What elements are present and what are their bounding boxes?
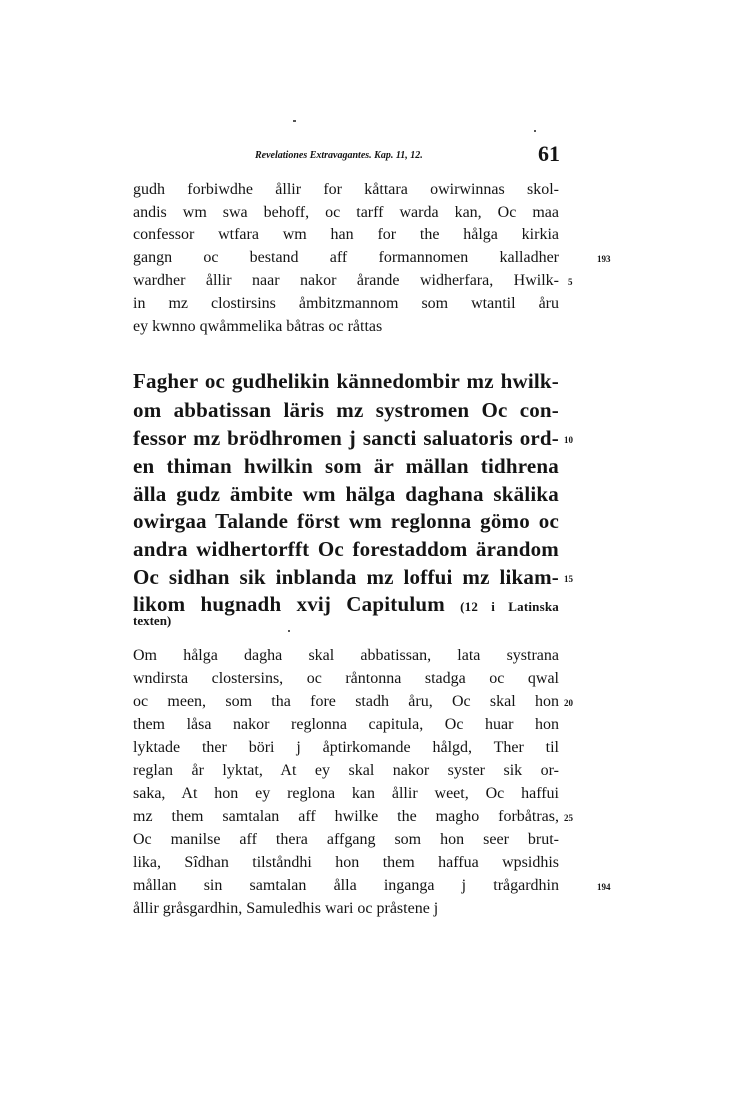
page-number: 61	[538, 141, 560, 166]
text-line: en thiman hwilkin som är mällan tidhrena	[133, 454, 559, 478]
text-line: gangn oc bestand aff formannomen kalladher	[133, 249, 559, 266]
margin-line-number: 25	[564, 813, 573, 823]
text-line: wardher ållir naar nakor årande widherfara, Hwilk-	[133, 272, 559, 289]
margin-line-number: 15	[564, 574, 573, 584]
text-line: confessor wtfara wm han for the hålga kirkia	[133, 226, 559, 243]
text-line: in mz clostirsins åmbitzmannom som wtantil åru	[133, 295, 559, 312]
top-dot-mark	[293, 120, 296, 122]
text-line: reglan år lyktat, At ey skal nakor syster sik or-	[133, 762, 559, 779]
text-line: lyktade ther böri j åptirkomande hålgd, Ther til	[133, 739, 559, 756]
margin-line-number: 10	[564, 435, 573, 445]
text-line: ållir gråsgardhin, Samuledhis wari oc pråstene j	[133, 900, 439, 917]
text-line: them låsa nakor reglonna capitula, Oc huar hon	[133, 716, 559, 733]
text-line: ey kwnno qwåmmelika båtras oc råttas	[133, 318, 383, 335]
text-line: owirgaa Talande först wm reglonna gömo oc	[133, 509, 559, 533]
running-head: Revelationes Extravagantes. Kap. 11, 12.	[255, 150, 423, 161]
text-line: Fagher oc gudhelikin kännedombir mz hwilk-	[133, 369, 559, 393]
text-line: wndirsta clostersins, oc råntonna stadga oc qwal	[133, 670, 559, 687]
text-line: Oc sidhan sik inblanda mz loffui mz likam-	[133, 565, 559, 589]
text-line: om abbatissan läris mz systromen Oc con-	[133, 398, 559, 422]
chapter-heading-line	[133, 594, 559, 615]
text-line: oc meen, som tha fore stadh åru, Oc skal hon	[133, 693, 559, 710]
margin-ref-193: 193	[597, 254, 611, 264]
text-line: Oc manilse aff thera affgang som hon seer brut-	[133, 831, 559, 848]
text-line: gudh forbiwdhe ållir for kåttara owirwinnas skol-	[133, 181, 559, 198]
text-line: älla gudz ämbite wm hälga daghana skälika	[133, 482, 559, 506]
margin-line-number: 20	[564, 698, 573, 708]
text-line: mz them samtalan aff hwilke the magho forbåtras,	[133, 808, 559, 825]
chapter-note: (12 i Latinska	[460, 599, 559, 614]
mid-dot-mark	[288, 630, 290, 632]
text-line: andis wm swa behoff, oc tarff warda kan, Oc maa	[133, 204, 559, 221]
chapter-note-continuation: texten)	[133, 613, 172, 628]
chapter-heading: likom hugnadh xvij Capitulum	[133, 592, 445, 616]
text-line: andra widhertorfft Oc forestaddom ärandom	[133, 537, 559, 561]
text-line: fessor mz brödhromen j sancti saluatoris ord-	[133, 426, 559, 450]
top-right-dot-mark	[534, 130, 536, 132]
text-line: mållan sin samtalan ålla inganga j trågardhin	[133, 877, 559, 894]
margin-ref-194: 194	[597, 882, 611, 892]
text-line: saka, At hon ey reglona kan ållir weet, Oc haffui	[133, 785, 559, 802]
text-line: lika, Sîdhan tilståndhi hon them haffua wpsidhis	[133, 854, 559, 871]
text-line: Om hålga dagha skal abbatissan, lata systrana	[133, 647, 559, 664]
margin-line-number: 5	[568, 277, 573, 287]
